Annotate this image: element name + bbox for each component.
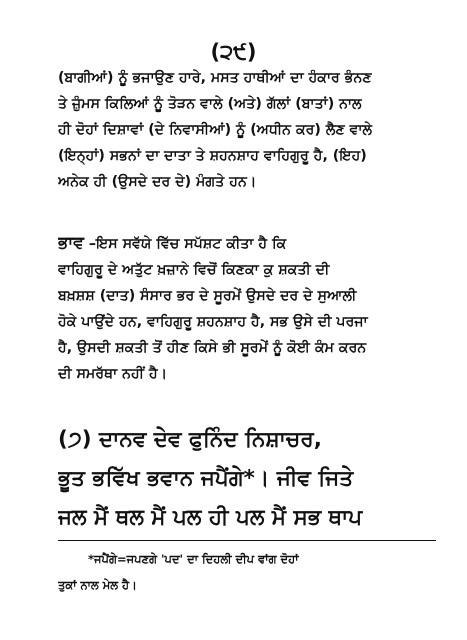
page-number: (੨੯) bbox=[210, 40, 257, 64]
meaning-first-line bbox=[58, 230, 436, 257]
meaning-paragraph bbox=[58, 230, 436, 387]
meaning-first-line-text: –ਇਸ ਸਵੱਯੇ ਵਿੱਚ ਸਪੱਸ਼ਟ ਕੀਤਾ ਹੈ ਕਿ bbox=[83, 236, 287, 252]
footnote bbox=[58, 546, 436, 598]
verse-line: ਜਲ ਮੈਂ ਥਲ ਮੈਂ ਪਲ ਹੀ ਪਲ ਮੈਂ ਸਭ ਥਾਪ bbox=[58, 505, 363, 530]
paragraph-line: ਹੈ, ਉਸਦੀ ਸ਼ਕਤੀ ਤੋਂ ਹੀਣ ਕਿਸੇ ਭੀ ਸੂਰਮੇਂ ਨੂੰ ਕੋਈ ਕੰਮ ਕਰਨ bbox=[58, 340, 367, 356]
verse-line: ਭੂਤ ਭਵਿੱਖ ਭਵਾਨ ਜਪੈਂਗੇ*। ਜੀਵ ਜਿਤੇ bbox=[58, 466, 354, 491]
commentary-paragraph bbox=[58, 65, 436, 195]
footnote-line: ਤੁਕਾਂ ਨਾਲ ਮੇਲ ਹੈ। bbox=[58, 578, 137, 592]
paragraph-line: (ਇਨ੍ਹਾਂ) ਸਭਨਾਂ ਦਾ ਦਾਤਾ ਤੇ ਸ਼ਹਨਸ਼ਾਹ ਵਾਹਿਗੁਰੂ ਹੈ, (ਇਹ) bbox=[58, 148, 367, 164]
meaning-label: ਭਾਵ bbox=[58, 233, 84, 253]
paragraph-line: ਬਖ਼ਸ਼ਸ਼ (ਦਾਤ) ਸੰਸਾਰ ਭਰ ਦੇ ਸੂਰਮੇਂ ਉਸਦੇ ਦਰ ਦੇ ਸੁਆਲੀ bbox=[58, 288, 357, 304]
footnote-divider bbox=[58, 540, 436, 541]
paragraph-line: ਦੀ ਸਮਰੱਥਾ ਨਹੀਂ ਹੈ। bbox=[58, 366, 168, 382]
paragraph-line: ਵਾਹਿਗੁਰੂ ਦੇ ਅਤੁੱਟ ਖ਼ਜ਼ਾਨੇ ਵਿਚੋਂ ਕਿਣਕਾ ਕੁ ਸ਼ਕਤੀ ਦੀ bbox=[58, 262, 330, 278]
paragraph-line: ਅਨੇਕ ਹੀ (ਉਸਦੇ ਦਰ ਦੇ) ਮੰਗਤੇ ਹਨ। bbox=[58, 174, 257, 190]
paragraph-line: (ਬਾਗੀਆਂ) ਨੂੰ ਭਜਾਉਣ ਹਾਰੇ, ਮਸਤ ਹਾਥੀਆਂ ਦਾ ਹੰਕਾਰ ਭੰਨਣ bbox=[58, 70, 372, 86]
paragraph-line: ਹੋਕੇ ਪਾਉਂਦੇ ਹਨ, ਵਾਹਿਗੁਰੂ ਸ਼ਹਨਸ਼ਾਹ ਹੈ, ਸਭ ਉਸੇ ਦੀ ਪਰਜਾ bbox=[58, 314, 368, 330]
footnote-line: *ਜਪੈਂਗੇ=ਜਪਣਗੇ 'ਪਦ' ਦਾ ਦਿਹਲੀ ਦੀਪ ਵਾਂਗ ਦੋਹਾਂ bbox=[88, 552, 299, 566]
verse-block bbox=[58, 420, 443, 537]
paragraph-line: ਹੀ ਦੋਹਾਂ ਦਿਸ਼ਾਵਾਂ (ਦੇ ਨਿਵਾਸੀਆਂ) ਨੂੰ (ਅਧੀਨ ਕਰ) ਲੈਣ ਵਾਲੇ bbox=[58, 122, 373, 138]
paragraph-line: ਤੇ ਜ਼ੁੰਮਸ ਕਿਲਿਆਂ ਨੂੰ ਤੋੜਨ ਵਾਲੇ (ਅਤੇ) ਗੱਲਾਂ (ਬਾਤਾਂ) ਨਾਲ bbox=[58, 96, 362, 112]
verse-line: (੭) ਦਾਨਵ ਦੇਵ ਫੁਨਿੰਦ ਨਿਸ਼ਾਚਰ, bbox=[58, 427, 322, 452]
